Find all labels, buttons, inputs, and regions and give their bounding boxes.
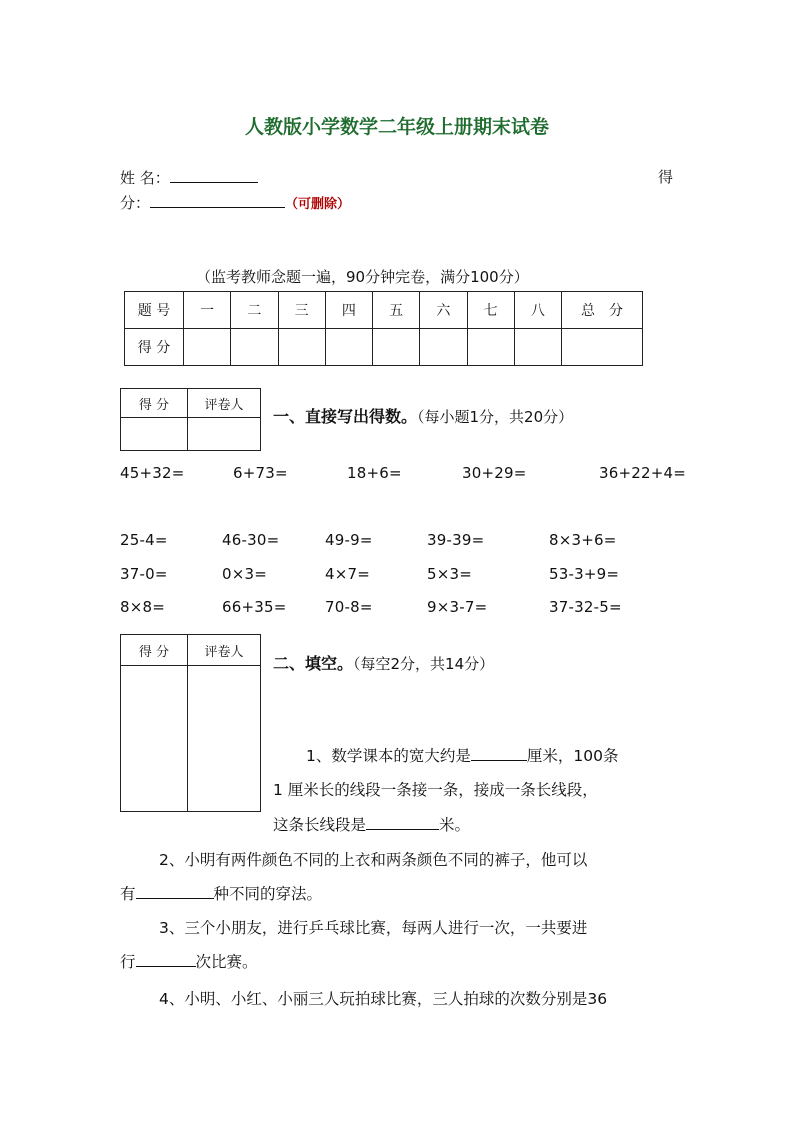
q2-text-a: 有 — [120, 885, 136, 903]
problem: 39-39= — [427, 531, 485, 549]
q1-text-c: 这条长线段是 — [273, 816, 367, 834]
problem: 8×8= — [120, 598, 166, 616]
score-cell[interactable] — [325, 329, 372, 366]
score-cell[interactable] — [373, 329, 420, 366]
name-label: 姓 名： — [120, 169, 170, 187]
problem: 49-9= — [325, 531, 373, 549]
q3-line1: 3、三个小朋友，进行乒乓球比赛，每两人进行一次，一共要进 — [159, 919, 588, 937]
problem: 37-0= — [120, 565, 168, 583]
score-label: 分： — [120, 194, 151, 212]
problem: 5×3= — [427, 565, 473, 583]
score-table — [124, 291, 643, 366]
problem: 37-32-5= — [549, 598, 622, 616]
score-table-score-row — [125, 329, 643, 366]
q2-blank[interactable] — [136, 882, 214, 899]
score-row-head: 得 分 — [125, 329, 184, 366]
q4-line1: 4、小明、小红、小丽三人玩拍球比赛，三人拍球的次数分别是36 — [159, 990, 608, 1008]
grader-name-cell[interactable] — [188, 418, 261, 451]
grader-score-cell[interactable] — [121, 418, 188, 451]
problem: 8×3+6= — [549, 531, 617, 549]
score-cell[interactable] — [231, 329, 278, 366]
col-4: 四 — [325, 292, 372, 329]
q1-blank-2[interactable] — [366, 813, 439, 830]
section2-heading — [273, 651, 494, 674]
q1-line1 — [306, 744, 618, 766]
problem: 30+29= — [462, 464, 527, 482]
name-line — [120, 166, 258, 188]
question-number-head: 题 号 — [125, 292, 184, 329]
section2-title: 二、填空。 — [273, 654, 354, 673]
col-8: 八 — [514, 292, 561, 329]
q3-text-a: 行 — [120, 953, 136, 971]
section1-note: （每小题1分，共20分） — [417, 408, 574, 426]
score-blank[interactable] — [150, 191, 285, 208]
problem: 6+73= — [233, 464, 288, 482]
score-table-header-row — [125, 292, 643, 329]
q1-text-d: 米。 — [439, 816, 471, 834]
section1-grader-box — [120, 388, 261, 451]
score-cell[interactable] — [184, 329, 231, 366]
grader-name-head: 评卷人 — [188, 635, 261, 666]
col-2: 二 — [231, 292, 278, 329]
col-3: 三 — [278, 292, 325, 329]
problem: 70-8= — [325, 598, 373, 616]
grader-score-head: 得 分 — [121, 635, 188, 666]
score-cell[interactable] — [562, 329, 643, 366]
q1-line3 — [273, 813, 470, 835]
problem: 25-4= — [120, 531, 168, 549]
grader-name-head: 评卷人 — [188, 389, 261, 418]
q3-text-b: 次比赛。 — [195, 953, 258, 971]
q2-text-b: 种不同的穿法。 — [213, 885, 323, 903]
problem: 53-3+9= — [549, 565, 620, 583]
q2-line2 — [120, 882, 322, 904]
grader-score-cell[interactable] — [121, 666, 188, 812]
section1-heading — [273, 404, 573, 427]
problem: 18+6= — [347, 464, 402, 482]
problem: 46-30= — [222, 531, 280, 549]
col-5: 五 — [373, 292, 420, 329]
problem: 0×3= — [222, 565, 268, 583]
score-label-right: 得 — [658, 168, 674, 186]
score-cell[interactable] — [514, 329, 561, 366]
col-6: 六 — [420, 292, 467, 329]
q1-text-a: 1、数学课本的宽大约是 — [306, 747, 471, 765]
score-line — [120, 191, 350, 213]
problem: 66+35= — [222, 598, 287, 616]
q1-blank-1[interactable] — [471, 744, 527, 761]
page-title: 人教版小学数学二年级上册期末试卷 — [244, 116, 549, 138]
q1-text-b: 厘米，100条 — [526, 747, 619, 765]
score-cell[interactable] — [467, 329, 514, 366]
name-blank[interactable] — [170, 166, 258, 183]
exam-instruction: （监考教师念题一遍，90分钟完卷，满分100分） — [196, 268, 529, 286]
section2-grader-box — [120, 634, 261, 812]
col-total: 总 分 — [562, 292, 643, 329]
problem: 9×3-7= — [427, 598, 488, 616]
problem: 4×7= — [325, 565, 371, 583]
grader-name-cell[interactable] — [188, 666, 261, 812]
problem: 45+32= — [120, 464, 185, 482]
q3-blank[interactable] — [136, 950, 196, 967]
q2-line1: 2、小明有两件颜色不同的上衣和两条颜色不同的裤子，他可以 — [159, 851, 588, 869]
removable-note: （可删除） — [285, 197, 351, 212]
score-cell[interactable] — [278, 329, 325, 366]
col-7: 七 — [467, 292, 514, 329]
q3-line2 — [120, 950, 258, 972]
q1-line2: 1 厘米长的线段一条接一条，接成一条长线段， — [273, 781, 598, 799]
section1-title: 一、直接写出得数。 — [273, 407, 418, 426]
score-cell[interactable] — [420, 329, 467, 366]
grader-score-head: 得 分 — [121, 389, 188, 418]
section2-note: （每空2分，共14分） — [353, 655, 495, 673]
col-1: 一 — [184, 292, 231, 329]
problem: 36+22+4= — [599, 464, 687, 482]
